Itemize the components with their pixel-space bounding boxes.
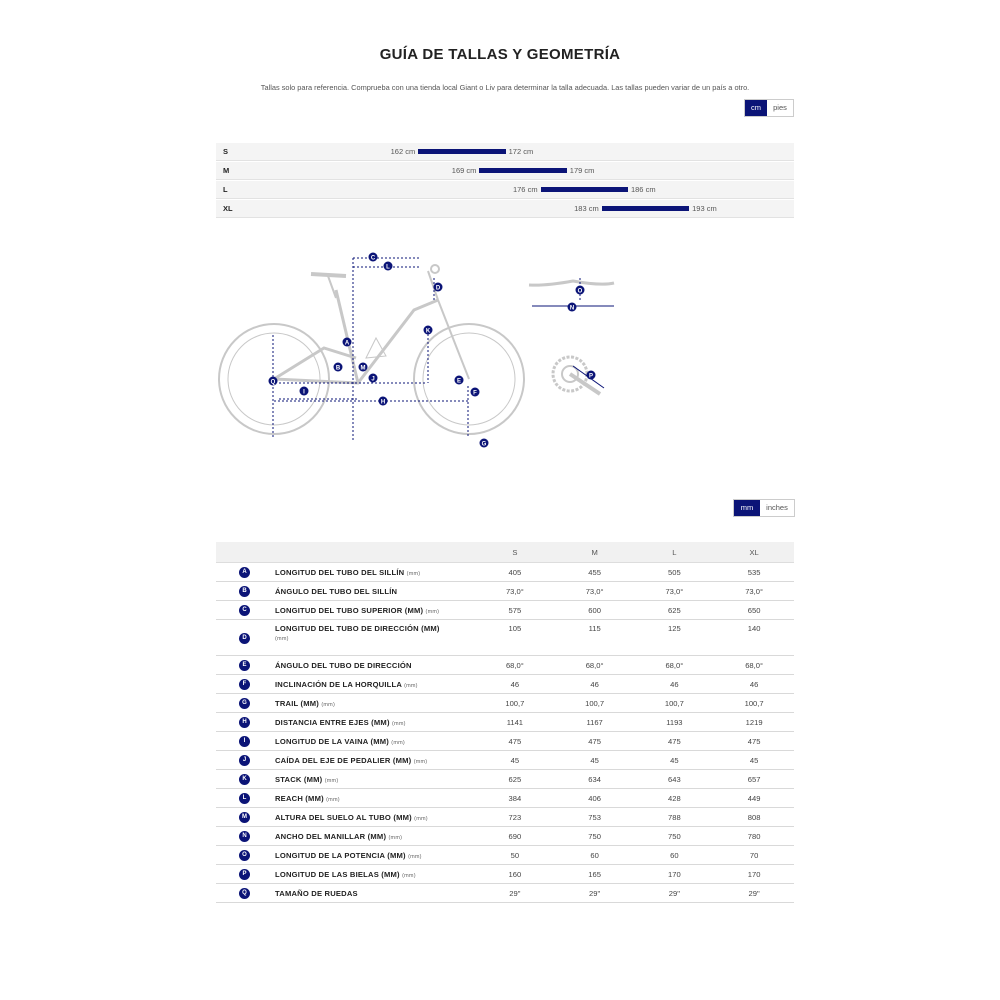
geometry-row [216,675,794,694]
marker-M: M [360,365,366,372]
bike-outline [219,265,524,434]
row-key-cell [216,884,273,903]
row-value: 73,0° [635,582,715,601]
row-key-badge: G [239,698,250,709]
row-value: 140 [714,620,794,656]
row-value: 29" [714,884,794,903]
row-value: 643 [635,770,715,789]
row-value: 165 [555,865,635,884]
row-unit: (mm) [413,758,428,765]
row-key-cell [216,732,273,751]
row-key-cell [216,846,273,865]
row-value: 575 [475,601,555,620]
row-value: 384 [475,789,555,808]
crankset-detail [553,357,604,394]
row-name: LONGITUD DEL TUBO DE DIRECCIÓN (MM) [275,624,440,633]
row-value: 46 [475,675,555,694]
row-key-cell [216,601,273,620]
row-name: TAMAÑO DE RUEDAS [275,888,358,898]
row-value: 657 [714,770,794,789]
row-value: 29" [635,884,715,903]
unit-mm-button[interactable]: mm [734,500,760,516]
size-range-row [216,162,794,180]
row-value: 625 [475,770,555,789]
row-name: LONGITUD DE LA VAINA (MM) [275,736,389,746]
row-value: 68,0° [555,656,635,675]
row-key-badge: B [239,586,250,597]
row-name-cell [273,770,475,789]
row-key-badge: Q [239,888,250,899]
row-key-badge: N [239,831,250,842]
row-name-cell [273,675,475,694]
row-value: 73,0° [555,582,635,601]
row-value: 45 [555,751,635,770]
row-name-cell [273,865,475,884]
row-name-cell [273,656,475,675]
row-name-cell [273,789,475,808]
row-key-cell [216,563,273,582]
row-value: 46 [555,675,635,694]
unit-inches-button[interactable]: inches [760,500,794,516]
row-value: 406 [555,789,635,808]
row-value: 1193 [635,713,715,732]
diagram-markers [269,253,489,448]
row-key-badge: O [239,850,250,861]
row-key-cell [216,656,273,675]
row-value: 505 [635,563,715,582]
row-unit: (mm) [402,872,416,879]
row-value: 475 [475,732,555,751]
row-value: 46 [635,675,715,694]
row-name-cell [273,563,475,582]
marker-P: P [588,373,594,380]
geometry-header-row [216,542,794,563]
row-name: LONGITUD DEL TUBO SUPERIOR (MM) [275,605,424,615]
row-key-cell [216,770,273,789]
row-value: 68,0° [714,656,794,675]
row-name-cell [273,751,475,770]
row-name: CAÍDA DEL EJE DE PEDALIER (MM) [275,755,412,765]
row-value: 73,0° [714,582,794,601]
row-value: 100,7 [555,694,635,713]
size-label: M [223,166,230,175]
row-value: 753 [555,808,635,827]
marker-F: F [473,390,477,397]
row-key-cell [216,865,273,884]
row-value: 634 [555,770,635,789]
row-value: 428 [635,789,715,808]
size-label: XL [223,204,233,213]
row-value: 455 [555,563,635,582]
row-value: 68,0° [475,656,555,675]
row-unit: (mm) [392,720,406,727]
row-value: 535 [714,563,794,582]
row-name-cell [273,582,475,601]
geometry-row [216,582,794,601]
row-name: LONGITUD DEL TUBO DEL SILLÍN [275,567,405,577]
geometry-row [216,732,794,751]
row-unit: (mm) [408,853,422,860]
geometry-row [216,846,794,865]
row-value: 788 [635,808,715,827]
marker-J: J [371,376,375,383]
row-value: 1167 [555,713,635,732]
header-size-m: M [555,542,635,563]
row-name-cell [273,732,475,751]
row-unit: (mm) [326,796,340,803]
size-max-label: 186 cm [630,185,656,194]
marker-N: N [569,305,575,312]
marker-Q: Q [270,379,276,386]
row-name-cell [273,808,475,827]
fork [438,300,469,379]
row-name-cell [273,884,475,903]
size-range-bar [418,149,505,154]
marker-C: C [370,255,376,262]
row-key-badge: H [239,717,250,728]
row-value: 73,0° [475,582,555,601]
marker-G: G [481,441,487,448]
row-key-badge: M [239,812,250,823]
row-value: 60 [635,846,715,865]
row-value: 1219 [714,713,794,732]
row-value: 125 [635,620,715,656]
row-name-cell [273,827,475,846]
row-value: 115 [555,620,635,656]
size-max-label: 193 cm [692,204,717,213]
size-range-row [216,181,794,199]
row-name-cell [273,846,475,865]
unit-pies-button[interactable]: pies [767,100,793,116]
row-value: 45 [635,751,715,770]
row-value: 60 [555,846,635,865]
row-key-cell [216,751,273,770]
size-label: L [223,185,228,194]
row-name: STACK (MM) [275,774,323,784]
row-name-cell [273,620,475,656]
row-value: 1141 [475,713,555,732]
size-min-label: 162 cm [390,147,416,156]
row-key-badge: I [239,736,250,747]
row-key-badge: F [239,679,250,690]
row-value: 170 [635,865,715,884]
saddle [311,274,346,276]
row-unit: (mm) [388,834,403,841]
row-value: 405 [475,563,555,582]
row-value: 650 [714,601,794,620]
seatpost [328,276,336,298]
size-range-bar [602,206,689,211]
marker-K: K [425,328,431,335]
size-max-label: 179 cm [569,166,595,175]
unit-cm-button[interactable]: cm [745,100,767,116]
row-value: 50 [475,846,555,865]
row-unit: (mm) [275,636,289,642]
size-range-row [216,143,794,161]
header-blank-name [273,542,475,563]
height-unit-toggle [744,99,794,117]
row-value: 46 [714,675,794,694]
marker-L: L [386,264,390,271]
row-value: 105 [475,620,555,656]
marker-B: B [335,365,341,372]
row-key-badge: L [239,793,250,804]
row-name: ÁNGULO DEL TUBO DEL SILLÍN [275,586,398,596]
row-key-badge: E [239,660,250,671]
size-range-row [216,200,794,218]
row-value: 68,0° [635,656,715,675]
row-key-badge: J [239,755,250,766]
row-value: 170 [714,865,794,884]
measure-unit-toggle [733,499,795,517]
row-name: REACH (MM) [275,793,324,803]
marker-A: A [344,340,350,347]
row-unit: (mm) [321,701,335,708]
row-key-badge: P [239,869,250,880]
row-unit: (mm) [406,570,421,577]
row-value: 625 [635,601,715,620]
row-value: 449 [714,789,794,808]
row-value: 750 [555,827,635,846]
geometry-row [216,827,794,846]
geometry-row [216,808,794,827]
row-name: TRAIL (MM) [275,698,320,708]
geometry-row [216,563,794,582]
size-min-label: 169 cm [451,166,477,175]
row-name: DISTANCIA ENTRE EJES (MM) [275,717,390,727]
size-label: S [223,147,229,156]
row-name: ALTURA DEL SUELO AL TUBO (MM) [275,812,412,822]
row-value: 808 [714,808,794,827]
row-value: 100,7 [475,694,555,713]
header-size-xl: XL [714,542,794,563]
row-value: 750 [635,827,715,846]
row-value: 160 [475,865,555,884]
row-name-cell [273,694,475,713]
size-min-label: 176 cm [512,185,538,194]
bike-geometry-diagram [216,238,636,463]
row-name-cell [273,713,475,732]
row-unit: (mm) [404,682,418,689]
marker-O: O [577,288,583,295]
handlebar-detail [529,278,614,312]
row-value: 475 [714,732,794,751]
row-name: LONGITUD DE LA POTENCIA (MM) [275,850,406,860]
row-key-cell [216,827,273,846]
row-key-cell [216,582,273,601]
row-value: 475 [635,732,715,751]
row-value: 100,7 [714,694,794,713]
row-value: 70 [714,846,794,865]
header-size-l: L [635,542,715,563]
header-blank [216,542,273,563]
row-key-badge: C [239,605,250,616]
geometry-row [216,789,794,808]
row-key-badge: A [239,567,250,578]
row-value: 29" [475,884,555,903]
row-value: 45 [475,751,555,770]
geometry-row [216,620,794,656]
geometry-row [216,601,794,620]
row-value: 100,7 [635,694,715,713]
marker-H: H [380,399,386,406]
geometry-table [216,542,794,903]
row-key-badge: K [239,774,250,785]
row-key-cell [216,694,273,713]
row-key-cell [216,620,273,656]
size-range-bar [541,187,628,192]
row-value: 780 [714,827,794,846]
row-key-cell [216,713,273,732]
size-range-bar [479,168,566,173]
row-value: 29" [555,884,635,903]
geometry-row [216,751,794,770]
page-subtitle: Tallas solo para referencia. Comprueba con una tienda local Giant o Liv para determinar la talla adecuada. Las tallas pueden variar de un país a otro. [260,83,750,92]
marker-D: D [435,285,441,292]
geometry-row [216,694,794,713]
geometry-row [216,865,794,884]
row-name-cell [273,601,475,620]
row-unit: (mm) [425,608,440,615]
row-value: 475 [555,732,635,751]
size-max-label: 172 cm [508,147,534,156]
row-key-cell [216,675,273,694]
geometry-row [216,656,794,675]
row-unit: (mm) [414,815,428,822]
geometry-row [216,770,794,789]
frame-tubes [274,290,438,383]
row-value: 45 [714,751,794,770]
marker-I: I [303,389,305,396]
row-key-cell [216,789,273,808]
row-name: ÁNGULO DEL TUBO DE DIRECCIÓN [275,660,412,670]
header-size-s: S [475,542,555,563]
size-min-label: 183 cm [574,204,599,213]
row-value: 723 [475,808,555,827]
geometry-row [216,713,794,732]
row-value: 600 [555,601,635,620]
row-name: ANCHO DEL MANILLAR (MM) [275,831,387,841]
row-key-cell [216,808,273,827]
row-value: 690 [475,827,555,846]
row-unit: (mm) [324,777,339,784]
marker-E: E [456,378,462,385]
geometry-row [216,884,794,903]
row-key-badge: D [239,633,250,644]
page-title: GUÍA DE TALLAS Y GEOMETRÍA [379,46,621,63]
row-name: LONGITUD DE LAS BIELAS (MM) [275,869,400,879]
bar-clamp [431,265,439,273]
row-unit: (mm) [391,739,405,746]
row-name: INCLINACIÓN DE LA HORQUILLA [275,679,402,689]
size-range-chart [216,143,794,219]
